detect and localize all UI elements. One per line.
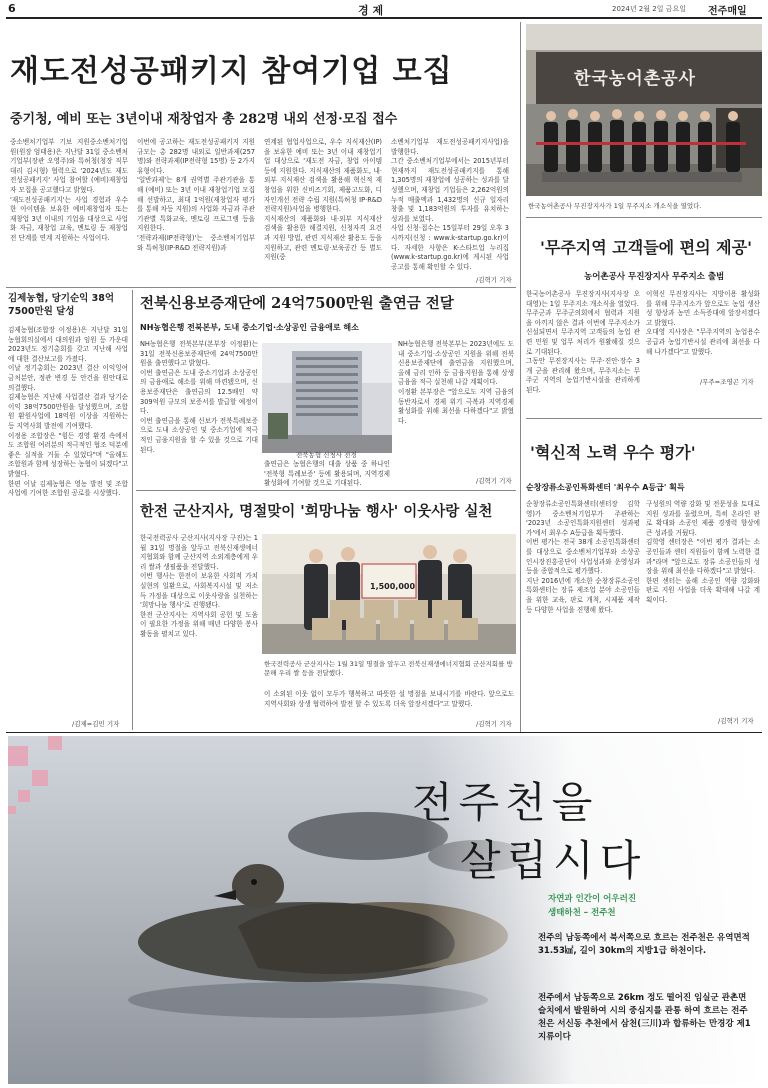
farm-photo-scene	[526, 24, 762, 196]
main-subhead: 중기청, 예비 또는 3년이내 재창업자 총 282명 내외 선정·모집 접수	[10, 112, 398, 127]
farm-photo-sign: 한국농어촌공사	[574, 69, 696, 89]
divider-innov-top	[526, 418, 762, 419]
credit-headline: 전북신용보증재단에 24억7500만원 출연금 전달	[140, 295, 454, 312]
credit-byline: /김혁기 기자	[476, 477, 512, 485]
masthead	[8, 2, 760, 16]
credit-body-right: NH농협은행 전북본부는 2023년에도 도내 중소기업·소상공인 지원을 위해 전북신용보증재단에 출연금을 지원했으며, 올해 금리 인하 등 금융지원을 통해 상생 금융을 적극 실천해 나갈 계획이다. 이정환 본부장은 "앞으로도 지역 금융의 동반자로서 경제 위기 극복과 지역경제 활성화를 위해 최선을 다하겠다"고 밝혔다.	[398, 340, 514, 425]
campaign-tagline: 자연과 인간이 어우러진	[548, 894, 637, 904]
credit-photo-building	[262, 343, 392, 453]
campaign-title-line2: 살립시다	[460, 836, 647, 885]
innov-byline: /김혁기 기자	[718, 717, 754, 725]
divider-main-bottom	[6, 287, 516, 288]
paper-name: 전주매일	[708, 6, 747, 17]
divider-farm-top	[526, 217, 762, 218]
divider-credit-bottom	[136, 490, 516, 491]
main-body-col4: 소벤처기업부 재도전성공패키지사업)을 발행한다. 그간 중소벤처기업부에서는 2015년부터 현재까지 재도전성공패키지를 통해 1,305명의 재창업에 성공하는 성과를 달성했으며, 재창업 기업들은 2,262억원의 누적 매출액과 1,432명의 신규 일자리 창출 및 1,183억원의 투자를 유치하는 성과를 보였다. 사업 신청·접수는 15일부터 29일 오후 3시까지(신청 : www.k-startup.go.kr)이다. 자세한 사항은 K-스타트업 누리집(www.k-startup.go.kr)에 게시된 사업공고를 통해 확인할 수 있다.	[391, 138, 509, 271]
farm-body-left: 한국농어촌공사 무진장지사(지사장 오대영)는 1일 무주지소 개소식을 열었다. 무주군과 무주군의회에서 협력과 지원을 아끼지 않은 결과 이번에 무주지소가 신설되면서 무주지역 고객들의 농업 관련 민원 및 업무 처리가 원활해질 것으로 기대된다. 그동안 무진장지사는 무주·진안·장수 3개 군을 관리해 왔으며, 무주지소는 무주군 지역의 농업기반시설을 관리하게 된다.	[526, 290, 640, 394]
gunsan-photo	[262, 534, 516, 654]
gunsan-photo-caption: 한국전력공사 군산지사는 1월 31일 명절을 앞두고 전북신재생에너지협회 군산지회를 방문해 우리 쌀 등을 전달했다.	[264, 660, 513, 677]
gunsan-check-amount: 1,500,000	[370, 582, 416, 591]
main-body-col2: 이번에 공고하는 재도전성공패키지 지원규모는 총 282명 내외로 일반과제(257명)와 전략과제(IP전략형 15명) 등 2가지 유형이다. '일반과제'는 8개 권역별 주관기관을 통해 (예비) 또는 3년 이내 재창업기업 모집해 선발하고, 최대 1억원(재창업자 평가를 통해 차등 지원)의 사업화 자금과 주관기관별 특화교육, 멘토링 프로그램 등을 지원한다. '전략과제(IP전략형)'는 중소벤처기업부와 특허청(IP·R&D 전략지원)과	[137, 138, 255, 252]
farm-body-right: 이혁신 무진장지사는 지방이용 활성화를 위해 무주지소가 앞으로도 농업 생산성 향상과 농민 소득증대에 앞장서겠다고 밝혔다. 오대영 지사장은 "무주지역의 농업용수 공급과 농업기반시설 관리에 최선을 다해 나가겠다"고 말했다.	[646, 290, 760, 356]
campaign-paragraph-1: 전주의 남동쪽에서 북서쪽으로 흐르는 전주천은 유역면적 31.53㎢, 길이 30km의 지방1급 하천이다.	[538, 933, 750, 956]
left-headline-text: 김제농협, 당기순익 38억7500만원 달성	[8, 293, 115, 317]
section-label: 경 제	[358, 4, 384, 17]
innov-headline: '혁신적 노력 우수 평가'	[530, 443, 696, 462]
innov-subhead: 순창장류소공인특화센터 '최우수 A등급' 획득	[526, 483, 685, 492]
left-headline	[8, 292, 128, 318]
innov-body-left: 순창장류소공인특화센터(센터장 김학영)가 중소벤처기업부가 주관하는 '2023년 소공인특화지원센터 성과평가'에서 최우수 A등급을 획득했다. 이번 평가는 전국 38개 소공인특화센터를 대상으로 중소벤처기업부와 소상공인시장진흥공단이 사업성과와 운영성과 등을 종합적으로 평가했다. 지난 2016년에 개소한 순창장류소공인특화센터는 장류 제조업 분야 소공인들을 위한 교육, 판로 개척, 시제품 제작 등 다양한 사업을 진행해 왔다.	[526, 500, 640, 614]
main-headline: 재도전성공패키지 참여기업 모집	[10, 54, 453, 89]
divider-left-col	[132, 290, 133, 730]
main-body-col3: 연계된 협업사업으로, 우수 지식재산(IP)을 보유한 예비 또는 3년 이내 재창업기업 대상으로 '재도전 자금, 창업 아이템 등에 지원한다. 지식재산의 재품화도, 내·외부 지식재산 검색을 활용해 혁신적 재창업을 위한 신비즈기회, 제품고도화, 디자인개선 전략 수립 지원(특허청 IP·R&D 전략지원)사업을 병행한다. 지식재산의 재품화와 내·외부 지식재산 검색을 활용한 해결지원, 신청자격 요건과 지원 방법, 관련 지식재산 활용도 등을 지원하고, 관련 멘토링·보육공간 등 별도 지원(중	[264, 138, 382, 262]
issue-date: 2024년 2월 2일 금요일	[612, 5, 686, 13]
farm-photo-caption: 한국농어촌공사 무진장지사가 1일 무주지소 개소식을 열었다.	[528, 202, 702, 210]
gunsan-byline: /김혁기 기자	[476, 720, 512, 728]
main-byline: /김혁기 기자	[476, 276, 512, 284]
farm-subhead: 농어촌공사 무진장지사 무주지소 출범	[584, 272, 725, 282]
campaign-title-line1: 전주천을	[412, 778, 599, 827]
gunsan-body-left: 한국전력공사 군산지사(지사장 구진)는 1월 31일 명절을 앞두고 전북신재생에너지협회와 함께 군산지역 소외계층에게 우리 쌀과 생필품을 전달했다. 이번 행사는 한전이 보유한 사회적 가치 실현의 일환으로, 사회복지시설 및 저소득 가정을 대상으로 이웃사랑을 실천하는 '희망나눔 행사'로 진행됐다. 한전 군산지사는 지역사회 공헌 및 도움이 필요한 가정을 위해 매년 다양한 봉사활동을 펼치고 있다.	[140, 534, 258, 638]
credit-subhead: NH농협은행 전북본부, 도내 중소기업·소상공인 금융애로 해소	[140, 323, 359, 332]
credit-body-left: NH농협은행 전북본부(본부장 이정환)는 31일 전북신용보증재단에 24억7500만원을 출연했다고 밝혔다. 이번 출연금은 도내 중소기업과 소상공인의 금융애로 해소를 위해 마련됐으며, 신용보증재단은 출연금의 12.5배인 약 309억원 규모의 보증서를 발급할 예정이다. 이번 출연금을 통해 신보가 전북특례보증으로 도내 소상공인 및 중소기업에 적극적인 금융지원을 할 수 있을 것으로 기대된다.	[140, 340, 258, 454]
campaign-tagline2: 생태하천 – 전주천	[548, 908, 616, 918]
campaign-paragraph-2: 전주에서 남동쪽으로 26km 정도 떨어진 임실군 관촌면 슬치에서 발원하여 시의 중심지를 관통 하여 흐르는 전주천은 서신동 추천에서 삼천(三川)과 합류하는 만경강 제1지류이다	[538, 993, 751, 1042]
divider-campaign-top	[6, 732, 762, 733]
credit-photo-caption: 전북농협 신청사 전경	[296, 451, 357, 459]
innov-body-right: 구성원의 역량 강화 및 전문성을 토대로 지원 성과를 올렸으며, 특히 온라인 판로 확대와 소공인 제품 경쟁력 향상에 큰 성과를 거뒀다. 김학영 센터장은 "이번 평가 결과는 소공인들과 센터 직원들이 함께 노력한 결과"라며 "앞으로도 장류 소공인들의 성장을 위해 최선을 다하겠다"고 밝혔다. 한편 센터는 올해 소공인 역량 강화와 판로 지원 사업을 더욱 확대해 나갈 계획이다.	[646, 500, 760, 604]
credit-body-mid: 출연금은 농협은행의 대출 상품 중 하나인 '전북형 특례보증' 등에 활용되며, 지역경제 활성화에 기여할 것으로 기대된다.	[264, 460, 390, 488]
left-byline: /김제=김민 기자	[72, 720, 120, 728]
gunsan-headline: 한전 군산지사, 명절맞이 '희망나눔 행사' 이웃사랑 실천	[140, 503, 493, 520]
gunsan-photo-scene	[262, 534, 516, 654]
campaign-area	[8, 736, 762, 1084]
gunsan-body-bottom: 이 소외된 이웃 없이 모두가 행복하고 따뜻한 설 명절을 보내시기를 바란다. 앞으로도 지역사회와 상생 협력하여 발전 할 수 있도록 더욱 앞장서겠다"고 말했다.	[264, 690, 514, 708]
credit-photo	[262, 343, 392, 453]
left-body: 김제농협(조합장 이정용)은 지난달 31일 농협회의실에서 대의원과 임원 등 가운데 2023년도 정기총회를 갖고 지난해 사업에 대한 결산보고를 가졌다. 이날 정기총회는 2023년 결산 이익잉여금처분안, 정관 변경 등 안건을 원안대로 의결했다. 김제농협은 지난해 사업결산 결과 당기순이익 38억7500만원을 달성했으며, 조합원 환원사업에 18억원 이상을 지원하는 등 지역사회 발전에 기여했다. 이정용 조합장은 "힘든 경영 환경 속에서도 조합원 여러분의 적극적인 협조 덕분에 좋은 실적을 거둘 수 있었다"며 "올해도 조합원과 함께 성장하는 농협이 되겠다"고 밝혔다. 한편 이날 김제농협은 영농 발전 및 조합 사업에 기여한 조합원 공로를 시상했다.	[8, 326, 128, 498]
main-body-col1: 중소벤처기업부 기보 지원중소벤처기업원(원장 엄태용)은 지난달 31일 중소벤처기업부(장관 오영주)와 특허청(청장 직무대리 김시형) 협력으로 '2024년도 재도전성공패키지' 사업 참여할 (예비)재창업자 모집을 공고했다고 밝혔다. '재도전성공패키지'는 사업 경험과 우수한 아이템을 보유한 예비재창업자 또는 재창업 3년 이내의 기업을 대상으로 사업화 자금, 재창업 교육, 멘토링 등 재창업 전 단계를 연계 지원하는 사업이다.	[10, 138, 128, 242]
farm-headline: '무주지역 고객들에 편의 제공'	[540, 238, 752, 257]
page-number: 6	[8, 2, 16, 15]
farm-byline: /무주=조영곤 기자	[700, 378, 754, 386]
farm-photo	[526, 24, 762, 196]
masthead-rule	[6, 17, 762, 19]
divider-vertical-right	[520, 22, 521, 732]
